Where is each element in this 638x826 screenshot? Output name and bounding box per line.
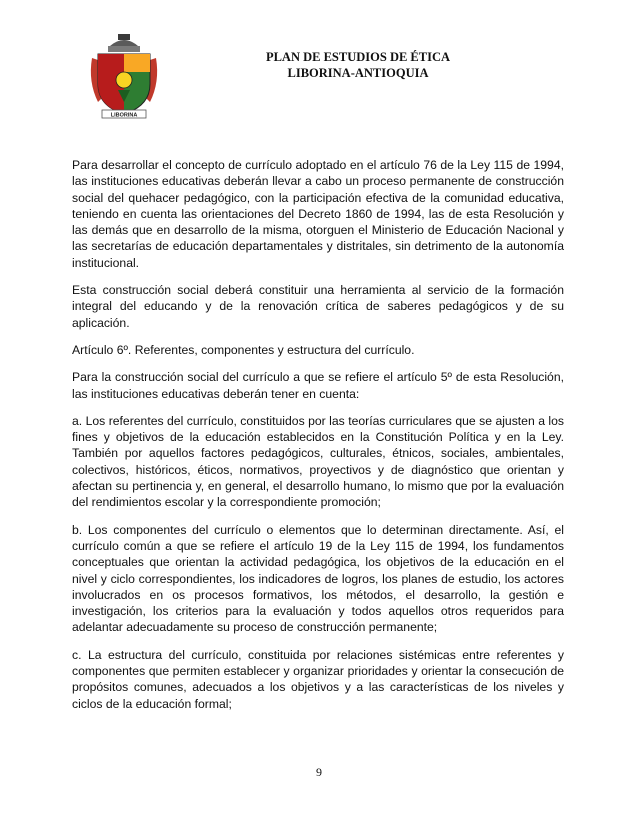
article-heading: Artículo 6º. Referentes, componentes y estructura del currículo. [72, 342, 415, 357]
document-subtitle: LIBORINA-ANTIOQUIA [287, 66, 429, 80]
list-item: a. Los referentes del currículo, constituidos por las teorías curriculares que se ajusten a los fines y objetivos de la educación establecidos en la Constitución Política y en la Ley. También por aquellos factores pedagógicos, culturales, étnicos, sociales, ambientales, colectivos, históricos, éticos, normativos, proyectivos y de diagnóstico que orientan y afectan su pertinencia y, en general, el desarrollo humano, lo mismo que por la evaluación del rendimientos escolar y la correspondiente promoción; [72, 413, 564, 510]
paragraph: Esta construcción social deberá constituir una herramienta al servicio de la formación integral del educando y de la renovación crítica de saberes pedagógicos y de su aplicación. [72, 283, 564, 330]
page-header [88, 32, 568, 122]
municipal-shield-icon [88, 32, 160, 122]
list-item: c. La estructura del currículo, constituida por relaciones sistémicas entre referentes y componentes que permiten establecer y organizar prioridades y orientar la consecución de propósitos comunes, adecuados a los objetivos y a las características de los niveles y ciclos de la educación formal; [72, 647, 564, 711]
paragraph: Para la construcción social del currículo a que se refiere el artículo 5º de esta Resolución, las instituciones educativas deberán tener en cuenta: [72, 370, 564, 401]
header-titles [238, 49, 478, 81]
logo-label: LIBORINA [110, 112, 138, 119]
document-body [72, 157, 564, 723]
document-title: PLAN DE ESTUDIOS DE ÉTICA [265, 50, 451, 64]
paragraph: Para desarrollar el concepto de currículo adoptado en el artículo 76 de la Ley 115 de 1994, las instituciones educativas deberán llevar a cabo un proceso permanente de construcción social del quehacer pedagógico, con la participación efectiva de la comunidad educativa, teniendo en cuenta las orientaciones del Decreto 1860 de 1994, las de esta Resolución y las demás que en desarrollo de la misma, otorguen el Ministerio de Educación Nacional y las secretarías de educación departamentales y distritales, sin detrimento de la autonomía institucional. [72, 158, 564, 270]
list-item: b. Los componentes del currículo o elementos que lo determinan directamente. Así, el currículo común a que se refiere el artículo 19 de la Ley 115 de 1994, los fundamentos conceptuales que orientan la actividad pedagógica, los objetivos de la educación en el nivel y ciclo correspondientes, los indicadores de logros, los planes de estudio, los actores involucrados en os procesos formativos, los métodos, el desarrollo, la gestión e investigación, los criterios para la evaluación y todos aquellos otros requeridos para adelantar adecuadamente su proceso de construcción permanente; [72, 522, 564, 635]
page-number: 9 [316, 765, 322, 779]
